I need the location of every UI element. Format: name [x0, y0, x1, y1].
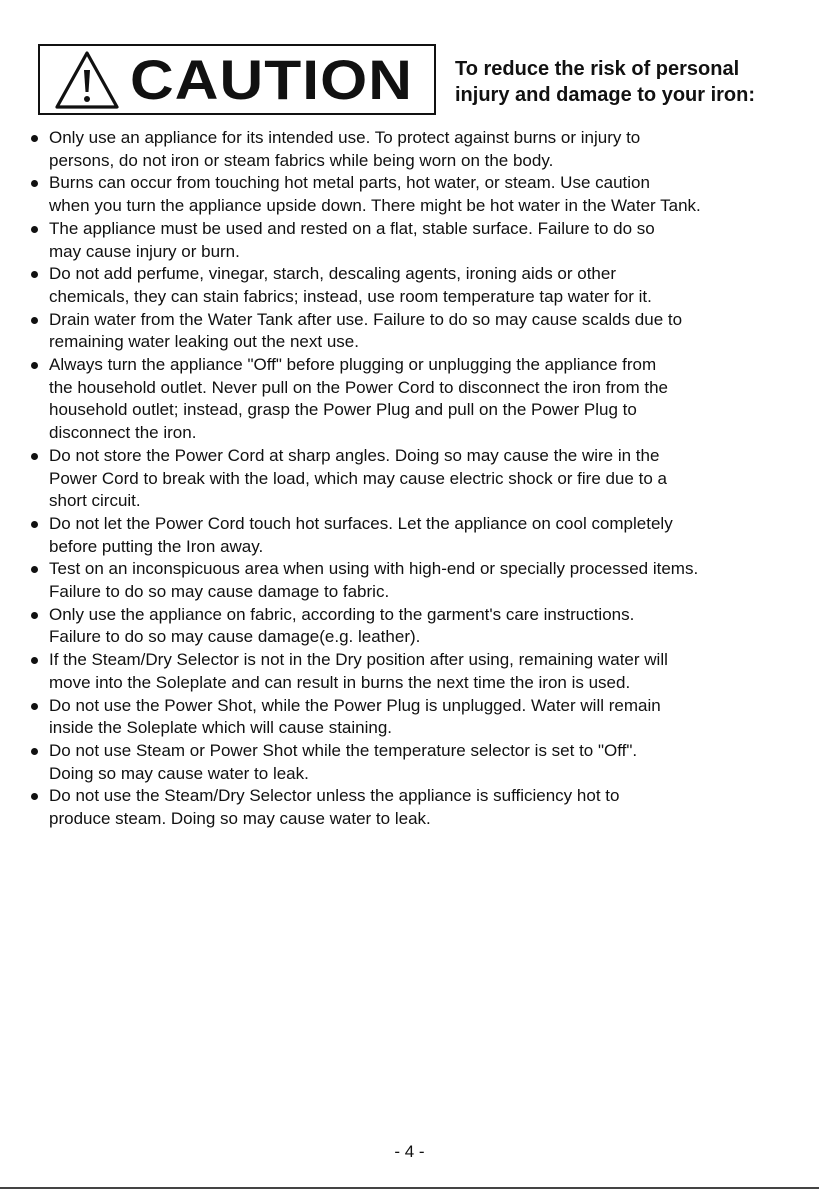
list-item [30, 513, 790, 558]
risk-subtitle-text: To reduce the risk of personal injury and damage to your iron: [455, 58, 756, 106]
list-item [30, 263, 790, 308]
list-item-text: Only use an appliance for its intended use. To protect against burns or injury to persons, do not iron or steam fabrics while being worn on the body. [49, 128, 641, 170]
bullet-dot-icon [31, 657, 38, 664]
risk-subtitle [455, 56, 795, 108]
bullet-dot-icon [31, 362, 38, 369]
list-item-text: Only use the appliance on fabric, according to the garment's care instructions. Failure to do so may cause damage(e.g. leather). [49, 604, 635, 647]
list-item [30, 354, 790, 445]
list-item [30, 309, 790, 354]
bullet-dot-icon [31, 521, 38, 528]
bullet-dot-icon [31, 612, 38, 619]
list-item-text: Do not add perfume, vinegar, starch, descaling agents, ironing aids or other chemicals, they can stain fabrics; instead, use room temperature tap water for it. [49, 264, 652, 306]
bullet-dot-icon [31, 793, 38, 800]
bullet-dot-icon [31, 453, 38, 460]
bullet-dot-icon [31, 703, 38, 710]
list-item-text: Drain water from the Water Tank after use. Failure to do so may cause scalds due to remaining water leaking out the next use. [49, 309, 683, 352]
list-item-text: If the Steam/Dry Selector is not in the Dry position after using, remaining water will move into the Soleplate and can result in burns the next time the iron is used. [49, 650, 668, 692]
list-item [30, 604, 790, 649]
list-item-text: Do not store the Power Cord at sharp angles. Doing so may cause the wire in the Power Cord to break with the load, which may cause electric shock or fire due to a short circuit. [49, 445, 667, 511]
list-item [30, 785, 790, 830]
bullet-dot-icon [31, 226, 38, 233]
bullet-dot-icon [31, 271, 38, 278]
list-item [30, 740, 790, 785]
list-item [30, 649, 790, 694]
list-item [30, 172, 790, 217]
bullet-dot-icon [31, 566, 38, 573]
list-item-text: Test on an inconspicuous area when using with high-end or specially processed items. Failure to do so may cause damage to fabric. [49, 559, 699, 602]
list-item-text: Always turn the appliance "Off" before plugging or unplugging the appliance from the household outlet. Never pull on the Power Cord to disconnect the iron from the household outlet; instead, grasp the Power Plug and pull on the Power Plug to disconnect the iron. [49, 355, 668, 443]
list-item-text: Burns can occur from touching hot metal parts, hot water, or steam. Use caution when you turn the appliance upside down. There might be hot water in the Water Tank. [49, 173, 701, 216]
list-item [30, 127, 790, 172]
page-number: - 4 - [394, 1142, 425, 1161]
warning-triangle-icon [54, 50, 120, 110]
caution-title: CAUTION [130, 47, 414, 111]
list-item-text: The appliance must be used and rested on a flat, stable surface. Failure to do so may cause injury or burn. [49, 218, 655, 261]
list-item [30, 218, 790, 263]
caution-list [30, 127, 790, 831]
bullet-dot-icon [31, 135, 38, 142]
bullet-dot-icon [31, 180, 38, 187]
list-item [30, 445, 790, 513]
list-item-text: Do not use Steam or Power Shot while the temperature selector is set to "Off". Doing so may cause water to leak. [49, 740, 638, 783]
bullet-dot-icon [31, 317, 38, 324]
list-item [30, 695, 790, 740]
list-item-text: Do not let the Power Cord touch hot surfaces. Let the appliance on cool completely before putting the Iron away. [49, 513, 673, 556]
list-item-text: Do not use the Power Shot, while the Power Plug is unplugged. Water will remain inside the Soleplate which will cause staining. [49, 695, 661, 738]
list-item [30, 558, 790, 603]
bullet-dot-icon [31, 748, 38, 755]
caution-banner [38, 44, 436, 115]
list-item-text: Do not use the Steam/Dry Selector unless the appliance is sufficiency hot to produce steam. Doing so may cause water to leak. [49, 786, 620, 829]
